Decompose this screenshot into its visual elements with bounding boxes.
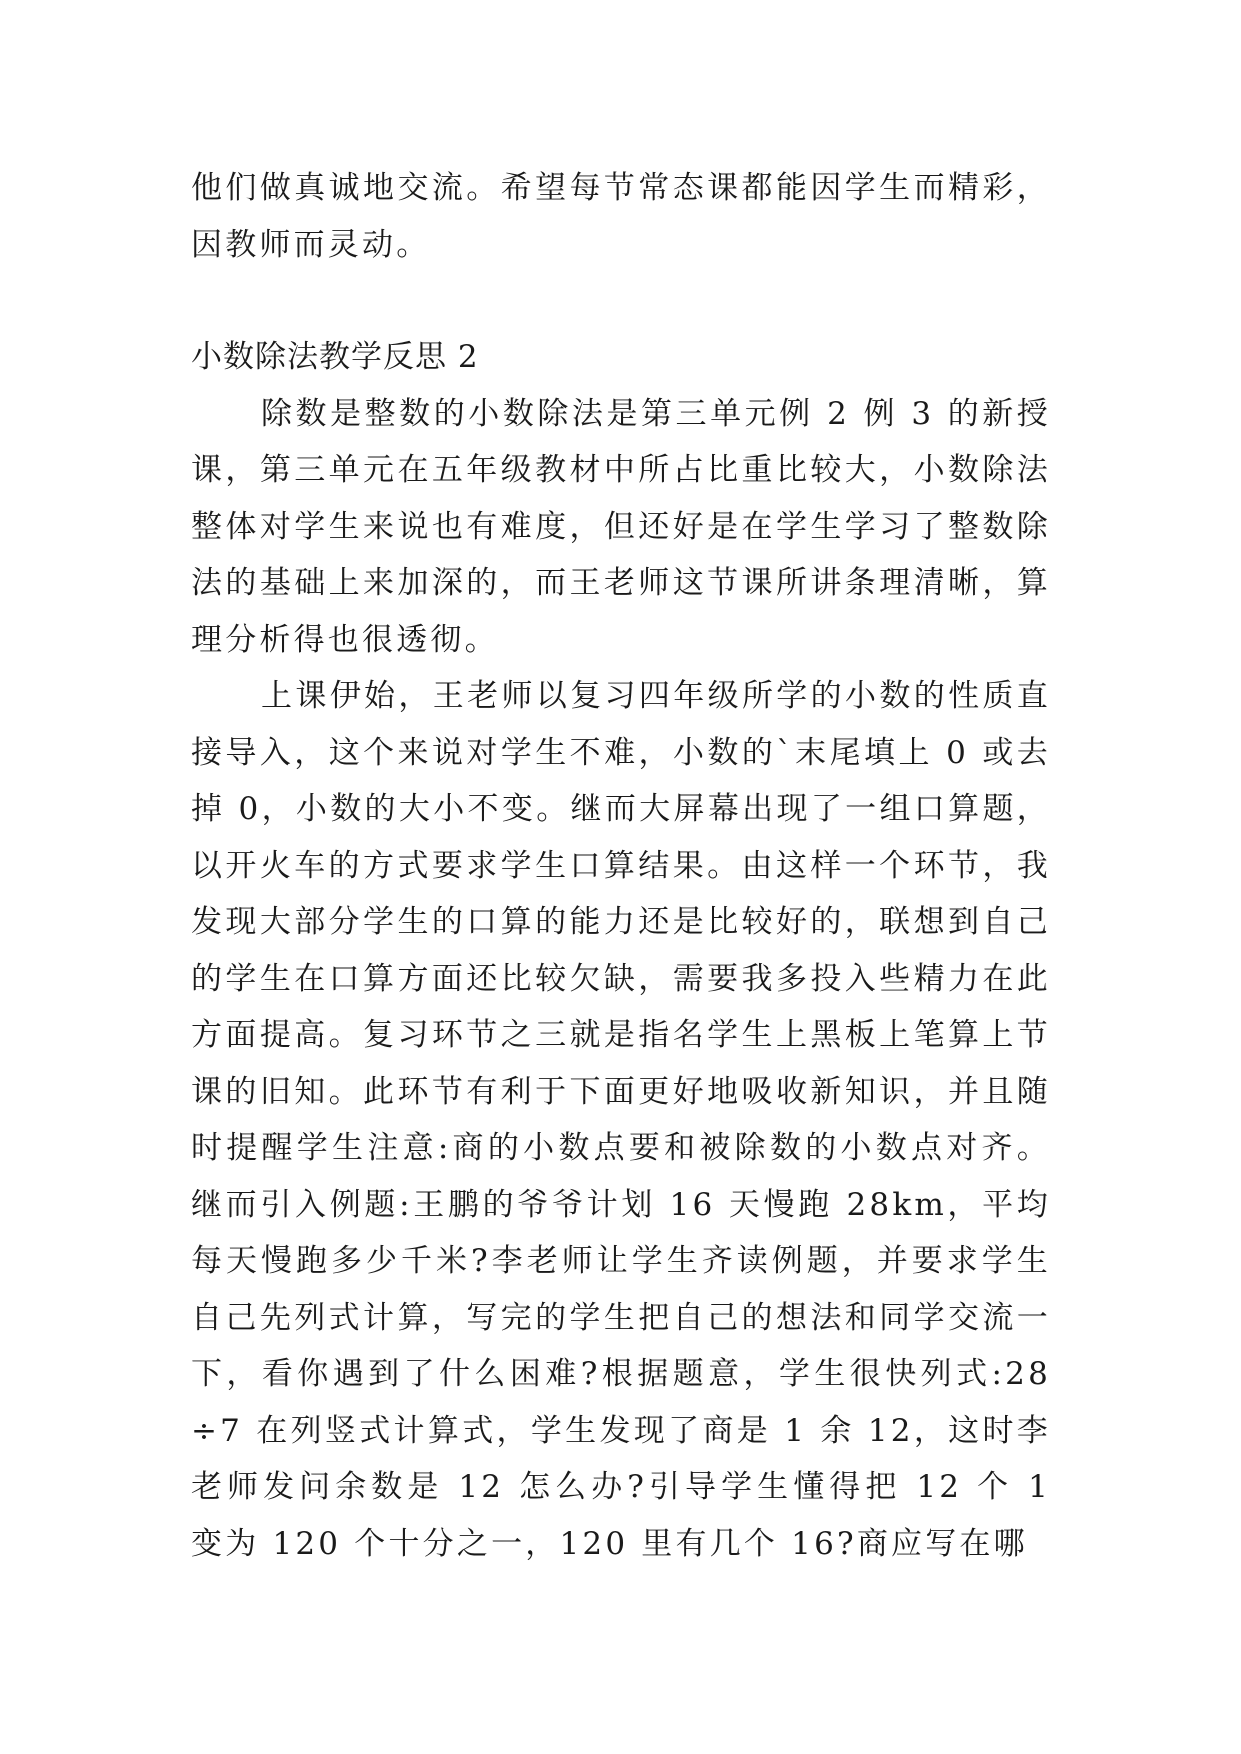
- continuation-paragraph: 他们做真诚地交流。希望每节常态课都能因学生而精彩，因教师而灵动。: [191, 170, 1051, 263]
- section-title: 小数除法教学反思 2: [191, 339, 479, 375]
- paragraph-gap: [191, 273, 1051, 329]
- document-page: [191, 160, 1051, 1572]
- body-paragraph-2: 上课伊始，王老师以复习四年级所学的小数的性质直接导入，这个来说对学生不难，小数的`末尾填上 0 或去掉 0，小数的大小不变。继而大屏幕出现了一组口算题，以开火车的方式要求学生口算结果。由这样一个环节，我发现大部分学生的口算的能力还是比较好的，联想到自己的学生在口算方面还比较欠缺，需要我多投入些精力在此方面提高。复习环节之三就是指名学生上黑板上笔算上节课的旧知。此环节有利于下面更好地吸收新知识，并且随时提醒学生注意:商的小数点要和被除数的小数点对齐。继而引入例题:王鹏的爷爷计划 16 天慢跑 28km，平均每天慢跑多少千米?李老师让学生齐读例题，并要求学生自己先列式计算，写完的学生把自己的想法和同学交流一下，看你遇到了什么困难?根据题意，学生很快列式:28÷7 在列竖式计算式，学生发现了商是 1 余 12，这时李老师发问余数是 12 怎么办?引导学生懂得把 12 个 1 变为 120 个十分之一，120 里有几个 16?商应写在哪: [191, 678, 1051, 1562]
- body-paragraph-1: 除数是整数的小数除法是第三单元例 2 例 3 的新授课，第三单元在五年级教材中所占比重比较大，小数除法整体对学生来说也有难度，但还好是在学生学习了整数除法的基础上来加深的，而王老师这节课所讲条理清晰，算理分析得也很透彻。: [191, 395, 1051, 658]
